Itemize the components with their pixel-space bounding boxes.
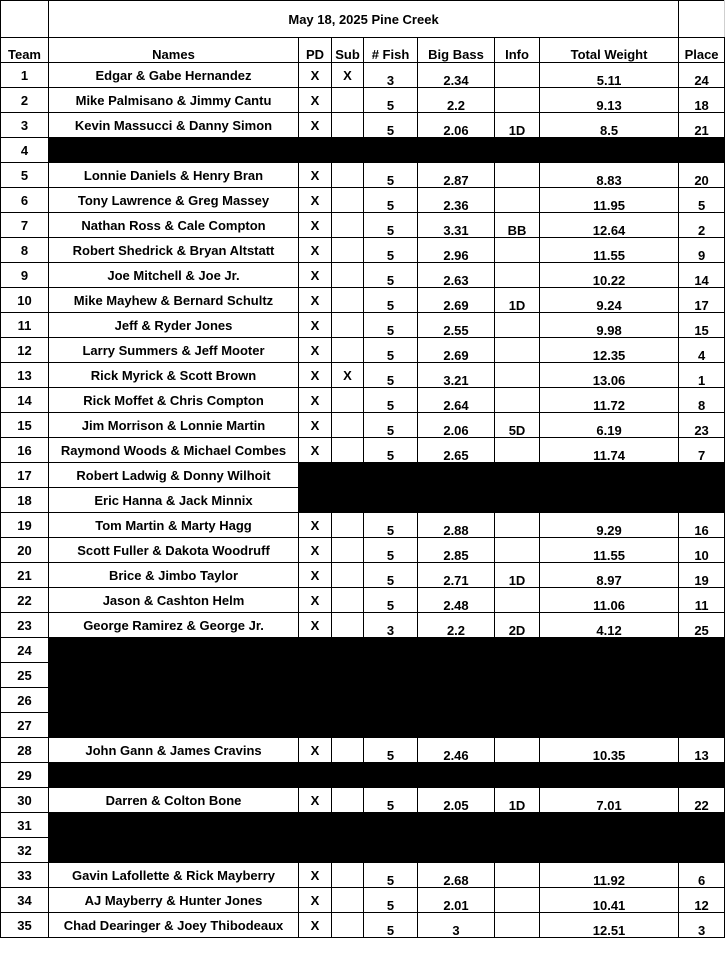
- table-row: [1, 563, 725, 588]
- header-names: Names: [49, 38, 299, 63]
- big-bass-value: 3.21: [418, 363, 495, 388]
- team-names: George Ramirez & George Jr.: [49, 613, 299, 638]
- pd-mark: X: [299, 338, 332, 363]
- info-value: [495, 538, 540, 563]
- place-value: 16: [679, 513, 725, 538]
- pd-mark: X: [299, 263, 332, 288]
- team-names: Edgar & Gabe Hernandez: [49, 63, 299, 88]
- big-bass-value: 2.69: [418, 288, 495, 313]
- blacked-out-entry: [49, 638, 725, 663]
- team-names: Robert Shedrick & Bryan Altstatt: [49, 238, 299, 263]
- table-row: [1, 588, 725, 613]
- title-row: [1, 1, 725, 38]
- sub-mark: [332, 188, 364, 213]
- info-value: [495, 588, 540, 613]
- table-row: [1, 788, 725, 813]
- sub-mark: [332, 163, 364, 188]
- table-row: [1, 338, 725, 363]
- pd-mark: X: [299, 913, 332, 938]
- big-bass-value: 2.06: [418, 413, 495, 438]
- big-bass-value: 2.69: [418, 338, 495, 363]
- team-number: 11: [1, 313, 49, 338]
- big-bass-value: 2.55: [418, 313, 495, 338]
- sub-mark: [332, 888, 364, 913]
- fish-count: 5: [364, 238, 418, 263]
- team-names: Tony Lawrence & Greg Massey: [49, 188, 299, 213]
- big-bass-value: 3.31: [418, 213, 495, 238]
- blacked-out-results: [299, 488, 725, 513]
- sub-mark: [332, 738, 364, 763]
- header-place: Place: [679, 38, 725, 63]
- table-row: [1, 513, 725, 538]
- team-names: Darren & Colton Bone: [49, 788, 299, 813]
- fish-count: 5: [364, 913, 418, 938]
- blacked-out-entry: [49, 838, 725, 863]
- info-value: [495, 313, 540, 338]
- pd-mark: X: [299, 888, 332, 913]
- place-value: 13: [679, 738, 725, 763]
- team-number: 27: [1, 713, 49, 738]
- big-bass-value: 2.48: [418, 588, 495, 613]
- pd-mark: X: [299, 788, 332, 813]
- sub-mark: [332, 338, 364, 363]
- team-number: 20: [1, 538, 49, 563]
- team-names: Lonnie Daniels & Henry Bran: [49, 163, 299, 188]
- place-value: 21: [679, 113, 725, 138]
- sub-mark: X: [332, 63, 364, 88]
- pd-mark: X: [299, 188, 332, 213]
- place-value: 6: [679, 863, 725, 888]
- team-names: Jeff & Ryder Jones: [49, 313, 299, 338]
- pd-mark: X: [299, 88, 332, 113]
- total-weight-value: 6.19: [540, 413, 679, 438]
- place-value: 25: [679, 613, 725, 638]
- table-row: [1, 738, 725, 763]
- info-value: BB: [495, 213, 540, 238]
- sub-mark: [332, 288, 364, 313]
- place-value: 23: [679, 413, 725, 438]
- team-number: 28: [1, 738, 49, 763]
- sub-mark: [332, 263, 364, 288]
- pd-mark: X: [299, 563, 332, 588]
- total-weight-value: 10.35: [540, 738, 679, 763]
- big-bass-value: 2.01: [418, 888, 495, 913]
- table-row: [1, 863, 725, 888]
- blacked-out-entry: [49, 813, 725, 838]
- header-team: Team: [1, 38, 49, 63]
- place-value: 2: [679, 213, 725, 238]
- team-names: Chad Dearinger & Joey Thibodeaux: [49, 913, 299, 938]
- total-weight-value: 9.24: [540, 288, 679, 313]
- table-row: [1, 813, 725, 838]
- team-number: 18: [1, 488, 49, 513]
- team-names: AJ Mayberry & Hunter Jones: [49, 888, 299, 913]
- team-number: 3: [1, 113, 49, 138]
- info-value: [495, 738, 540, 763]
- sub-mark: [332, 313, 364, 338]
- pd-mark: X: [299, 288, 332, 313]
- place-value: 11: [679, 588, 725, 613]
- table-row: [1, 388, 725, 413]
- place-value: 20: [679, 163, 725, 188]
- place-value: 3: [679, 913, 725, 938]
- total-weight-value: 11.95: [540, 188, 679, 213]
- pd-mark: X: [299, 738, 332, 763]
- total-weight-value: 11.92: [540, 863, 679, 888]
- place-value: 4: [679, 338, 725, 363]
- place-value: 5: [679, 188, 725, 213]
- info-value: [495, 388, 540, 413]
- team-names: Mike Mayhew & Bernard Schultz: [49, 288, 299, 313]
- fish-count: 5: [364, 88, 418, 113]
- place-value: 19: [679, 563, 725, 588]
- total-weight-value: 9.13: [540, 88, 679, 113]
- big-bass-value: 3: [418, 913, 495, 938]
- blacked-out-entry: [49, 663, 725, 688]
- team-number: 17: [1, 463, 49, 488]
- team-number: 29: [1, 763, 49, 788]
- team-names: Jason & Cashton Helm: [49, 588, 299, 613]
- big-bass-value: 2.65: [418, 438, 495, 463]
- pd-mark: X: [299, 863, 332, 888]
- pd-mark: X: [299, 513, 332, 538]
- table-row: [1, 913, 725, 938]
- pd-mark: X: [299, 163, 332, 188]
- team-number: 21: [1, 563, 49, 588]
- pd-mark: X: [299, 238, 332, 263]
- fish-count: 5: [364, 438, 418, 463]
- total-weight-value: 12.64: [540, 213, 679, 238]
- fish-count: 5: [364, 738, 418, 763]
- page-title: May 18, 2025 Pine Creek: [49, 1, 679, 38]
- sub-mark: [332, 588, 364, 613]
- team-names: Scott Fuller & Dakota Woodruff: [49, 538, 299, 563]
- header-pd: PD: [299, 38, 332, 63]
- big-bass-value: 2.64: [418, 388, 495, 413]
- fish-count: 5: [364, 313, 418, 338]
- big-bass-value: 2.36: [418, 188, 495, 213]
- team-number: 24: [1, 638, 49, 663]
- fish-count: 3: [364, 613, 418, 638]
- info-value: [495, 888, 540, 913]
- team-number: 8: [1, 238, 49, 263]
- header-row: [1, 38, 725, 63]
- sub-mark: [332, 88, 364, 113]
- table-row: [1, 488, 725, 513]
- sub-mark: [332, 613, 364, 638]
- big-bass-value: 2.34: [418, 63, 495, 88]
- info-value: [495, 513, 540, 538]
- table-row: [1, 538, 725, 563]
- table-row: [1, 463, 725, 488]
- info-value: 1D: [495, 563, 540, 588]
- place-value: 10: [679, 538, 725, 563]
- big-bass-value: 2.85: [418, 538, 495, 563]
- team-names: Rick Moffet & Chris Compton: [49, 388, 299, 413]
- team-number: 35: [1, 913, 49, 938]
- sub-mark: [332, 238, 364, 263]
- pd-mark: X: [299, 63, 332, 88]
- sub-mark: [332, 388, 364, 413]
- total-weight-value: 9.29: [540, 513, 679, 538]
- team-number: 14: [1, 388, 49, 413]
- pd-mark: X: [299, 438, 332, 463]
- place-value: 14: [679, 263, 725, 288]
- team-number: 23: [1, 613, 49, 638]
- place-value: 24: [679, 63, 725, 88]
- big-bass-value: 2.2: [418, 613, 495, 638]
- blacked-out-entry: [49, 138, 725, 163]
- table-row: [1, 438, 725, 463]
- big-bass-value: 2.05: [418, 788, 495, 813]
- team-names: Jim Morrison & Lonnie Martin: [49, 413, 299, 438]
- fish-count: 5: [364, 413, 418, 438]
- place-value: 15: [679, 313, 725, 338]
- info-value: [495, 863, 540, 888]
- table-row: [1, 288, 725, 313]
- team-number: 6: [1, 188, 49, 213]
- big-bass-value: 2.88: [418, 513, 495, 538]
- table-row: [1, 113, 725, 138]
- place-value: 7: [679, 438, 725, 463]
- fish-count: 5: [364, 163, 418, 188]
- total-weight-value: 8.83: [540, 163, 679, 188]
- total-weight-value: 11.72: [540, 388, 679, 413]
- table-row: [1, 238, 725, 263]
- info-value: [495, 338, 540, 363]
- info-value: 1D: [495, 288, 540, 313]
- fish-count: 5: [364, 338, 418, 363]
- big-bass-value: 2.96: [418, 238, 495, 263]
- big-bass-value: 2.71: [418, 563, 495, 588]
- info-value: [495, 63, 540, 88]
- team-number: 19: [1, 513, 49, 538]
- team-number: 2: [1, 88, 49, 113]
- total-weight-value: 11.74: [540, 438, 679, 463]
- total-weight-value: 12.35: [540, 338, 679, 363]
- team-names: Gavin Lafollette & Rick Mayberry: [49, 863, 299, 888]
- table-row: [1, 663, 725, 688]
- info-value: [495, 363, 540, 388]
- fish-count: 5: [364, 588, 418, 613]
- table-row: [1, 713, 725, 738]
- table-row: [1, 213, 725, 238]
- fish-count: 5: [364, 788, 418, 813]
- fish-count: 5: [364, 888, 418, 913]
- header-fish: # Fish: [364, 38, 418, 63]
- fish-count: 5: [364, 563, 418, 588]
- team-names: Nathan Ross & Cale Compton: [49, 213, 299, 238]
- team-number: 9: [1, 263, 49, 288]
- fish-count: 5: [364, 213, 418, 238]
- team-number: 33: [1, 863, 49, 888]
- total-weight-value: 11.55: [540, 538, 679, 563]
- team-number: 7: [1, 213, 49, 238]
- sub-mark: [332, 538, 364, 563]
- sub-mark: [332, 563, 364, 588]
- sub-mark: [332, 113, 364, 138]
- blacked-out-entry: [49, 763, 725, 788]
- sub-mark: [332, 213, 364, 238]
- fish-count: 5: [364, 538, 418, 563]
- total-weight-value: 12.51: [540, 913, 679, 938]
- title-spacer-left: [1, 1, 49, 38]
- total-weight-value: 9.98: [540, 313, 679, 338]
- pd-mark: X: [299, 113, 332, 138]
- place-value: 12: [679, 888, 725, 913]
- team-names: Brice & Jimbo Taylor: [49, 563, 299, 588]
- table-row: [1, 63, 725, 88]
- table-row: [1, 638, 725, 663]
- big-bass-value: 2.63: [418, 263, 495, 288]
- header-sub: Sub: [332, 38, 364, 63]
- team-number: 4: [1, 138, 49, 163]
- table-row: [1, 188, 725, 213]
- team-number: 25: [1, 663, 49, 688]
- sub-mark: [332, 438, 364, 463]
- team-names: John Gann & James Cravins: [49, 738, 299, 763]
- info-value: [495, 238, 540, 263]
- info-value: 1D: [495, 113, 540, 138]
- place-value: 1: [679, 363, 725, 388]
- place-value: 22: [679, 788, 725, 813]
- team-names: Eric Hanna & Jack Minnix: [49, 488, 299, 513]
- team-number: 16: [1, 438, 49, 463]
- table-row: [1, 763, 725, 788]
- table-row: [1, 363, 725, 388]
- place-value: 9: [679, 238, 725, 263]
- fish-count: 5: [364, 288, 418, 313]
- total-weight-value: 4.12: [540, 613, 679, 638]
- table-row: [1, 838, 725, 863]
- fish-count: 5: [364, 363, 418, 388]
- team-number: 34: [1, 888, 49, 913]
- place-value: 17: [679, 288, 725, 313]
- table-row: [1, 888, 725, 913]
- place-value: 8: [679, 388, 725, 413]
- team-number: 31: [1, 813, 49, 838]
- team-number: 12: [1, 338, 49, 363]
- team-number: 26: [1, 688, 49, 713]
- sub-mark: [332, 788, 364, 813]
- team-number: 32: [1, 838, 49, 863]
- big-bass-value: 2.06: [418, 113, 495, 138]
- total-weight-value: 8.5: [540, 113, 679, 138]
- fish-count: 5: [364, 263, 418, 288]
- sub-mark: [332, 513, 364, 538]
- pd-mark: X: [299, 588, 332, 613]
- team-number: 1: [1, 63, 49, 88]
- header-total-weight: Total Weight: [540, 38, 679, 63]
- pd-mark: X: [299, 613, 332, 638]
- big-bass-value: 2.2: [418, 88, 495, 113]
- header-big-bass: Big Bass: [418, 38, 495, 63]
- team-number: 22: [1, 588, 49, 613]
- fish-count: 3: [364, 63, 418, 88]
- sub-mark: [332, 913, 364, 938]
- team-names: Joe Mitchell & Joe Jr.: [49, 263, 299, 288]
- big-bass-value: 2.46: [418, 738, 495, 763]
- total-weight-value: 10.22: [540, 263, 679, 288]
- fish-count: 5: [364, 113, 418, 138]
- table-row: [1, 313, 725, 338]
- table-row: [1, 163, 725, 188]
- blacked-out-entry: [49, 713, 725, 738]
- team-names: Tom Martin & Marty Hagg: [49, 513, 299, 538]
- team-names: Raymond Woods & Michael Combes: [49, 438, 299, 463]
- team-names: Robert Ladwig & Donny Wilhoit: [49, 463, 299, 488]
- pd-mark: X: [299, 313, 332, 338]
- fish-count: 5: [364, 188, 418, 213]
- total-weight-value: 8.97: [540, 563, 679, 588]
- team-names: Mike Palmisano & Jimmy Cantu: [49, 88, 299, 113]
- total-weight-value: 7.01: [540, 788, 679, 813]
- info-value: [495, 263, 540, 288]
- team-number: 15: [1, 413, 49, 438]
- pd-mark: X: [299, 538, 332, 563]
- big-bass-value: 2.87: [418, 163, 495, 188]
- fish-count: 5: [364, 863, 418, 888]
- total-weight-value: 13.06: [540, 363, 679, 388]
- blacked-out-results: [299, 463, 725, 488]
- total-weight-value: 11.55: [540, 238, 679, 263]
- team-names: Larry Summers & Jeff Mooter: [49, 338, 299, 363]
- fish-count: 5: [364, 513, 418, 538]
- blacked-out-entry: [49, 688, 725, 713]
- sub-mark: [332, 413, 364, 438]
- table-row: [1, 413, 725, 438]
- table-row: [1, 263, 725, 288]
- team-number: 30: [1, 788, 49, 813]
- info-value: 1D: [495, 788, 540, 813]
- sub-mark: [332, 863, 364, 888]
- table-row: [1, 138, 725, 163]
- team-names: Rick Myrick & Scott Brown: [49, 363, 299, 388]
- title-spacer-right: [679, 1, 725, 38]
- info-value: 2D: [495, 613, 540, 638]
- info-value: [495, 163, 540, 188]
- info-value: [495, 913, 540, 938]
- sub-mark: X: [332, 363, 364, 388]
- pd-mark: X: [299, 413, 332, 438]
- big-bass-value: 2.68: [418, 863, 495, 888]
- team-number: 5: [1, 163, 49, 188]
- info-value: [495, 88, 540, 113]
- header-info: Info: [495, 38, 540, 63]
- team-number: 10: [1, 288, 49, 313]
- table-row: [1, 88, 725, 113]
- place-value: 18: [679, 88, 725, 113]
- pd-mark: X: [299, 388, 332, 413]
- info-value: 5D: [495, 413, 540, 438]
- team-names: Kevin Massucci & Danny Simon: [49, 113, 299, 138]
- info-value: [495, 438, 540, 463]
- pd-mark: X: [299, 363, 332, 388]
- fish-count: 5: [364, 388, 418, 413]
- total-weight-value: 5.11: [540, 63, 679, 88]
- total-weight-value: 11.06: [540, 588, 679, 613]
- table-row: [1, 688, 725, 713]
- team-number: 13: [1, 363, 49, 388]
- pd-mark: X: [299, 213, 332, 238]
- info-value: [495, 188, 540, 213]
- table-row: [1, 613, 725, 638]
- total-weight-value: 10.41: [540, 888, 679, 913]
